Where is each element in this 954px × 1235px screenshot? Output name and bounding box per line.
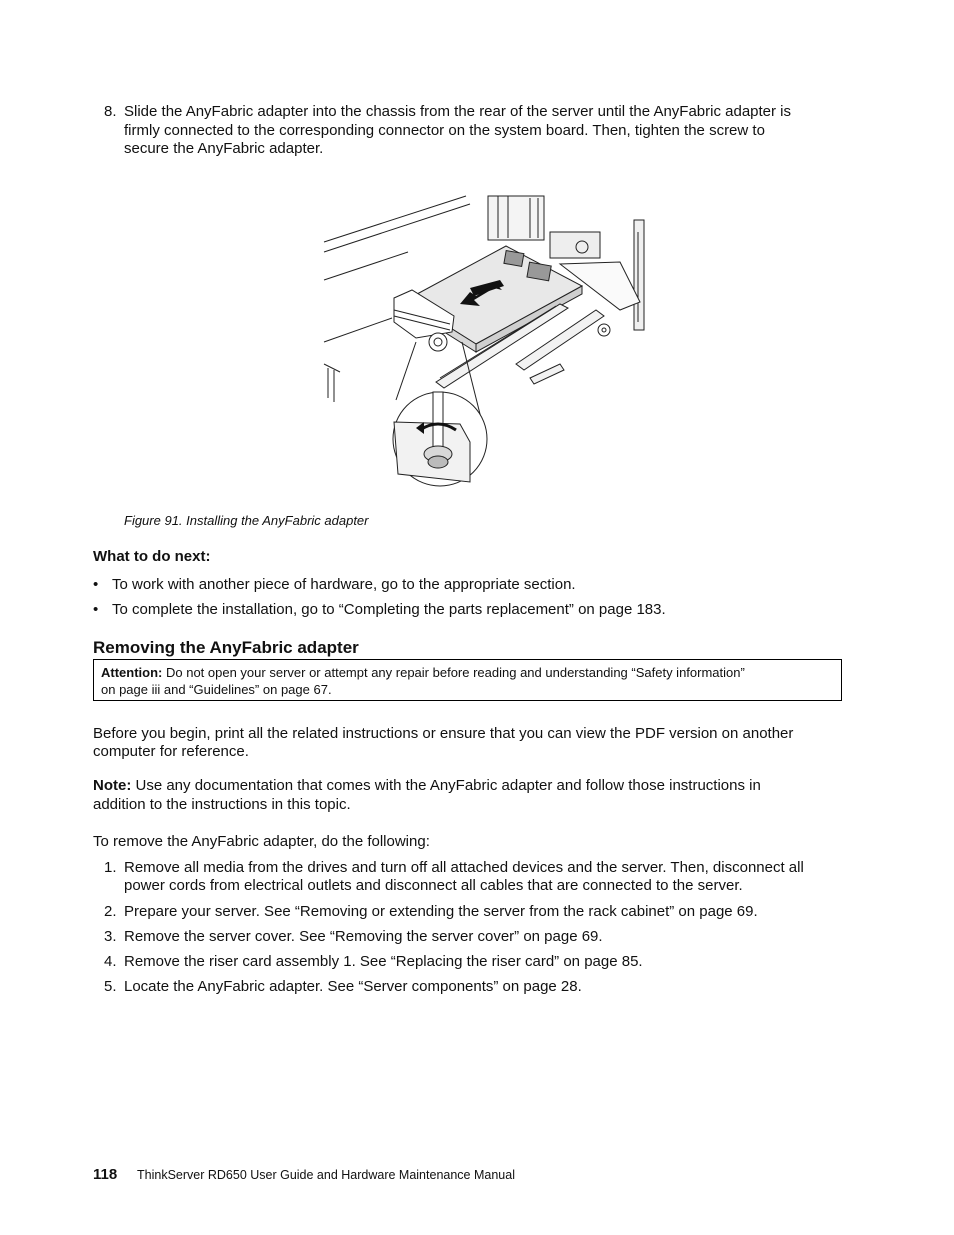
list-item: To work with another piece of hardware, go to the appropriate section. — [112, 576, 576, 593]
attention-box — [93, 659, 842, 701]
step-text-line: Slide the AnyFabric adapter into the chassis from the rear of the server until the AnyFabric adapter is — [124, 103, 792, 120]
section-title: Removing the AnyFabric adapter — [93, 638, 359, 657]
step-text-line: Remove the riser card assembly 1. See “Replacing the riser card” on page 85. — [124, 953, 643, 970]
step-text-line: Remove the server cover. See “Removing the server cover” on page 69. — [124, 928, 603, 945]
step-text-line: power cords from electrical outlets and disconnect all cables that are connected to the server. — [124, 877, 743, 894]
step-text-line: Remove all media from the drives and turn off all attached devices and the server. Then, disconnect all — [124, 859, 804, 876]
step-text-line: firmly connected to the corresponding connector on the system board. Then, tighten the screw to — [124, 122, 765, 139]
page-number: 118 — [93, 1166, 118, 1183]
figure-caption: Figure 91. Installing the AnyFabric adapter — [124, 513, 369, 528]
bullet-icon: • — [93, 601, 99, 618]
step-number: 2. — [104, 903, 117, 920]
step-number: 3. — [104, 928, 117, 945]
intro-text-line: computer for reference. — [93, 743, 249, 760]
procedure-lead: To remove the AnyFabric adapter, do the following: — [93, 833, 430, 850]
step-number: 8. — [104, 103, 117, 120]
intro-text-line: Before you begin, print all the related instructions or ensure that you can view the PDF version on another — [93, 725, 794, 742]
attention-text: on page iii and “Guidelines” on page 67. — [101, 682, 332, 697]
footer-title: ThinkServer RD650 User Guide and Hardware Maintenance Manual — [137, 1168, 515, 1182]
attention-label: Attention: — [101, 665, 163, 680]
bullet-icon: • — [93, 576, 99, 593]
attention-text: Do not open your server or attempt any repair before reading and understanding “Safety information” — [162, 665, 745, 680]
step-text-line: secure the AnyFabric adapter. — [124, 140, 324, 157]
note-text: Use any documentation that comes with the AnyFabric adapter and follow those instructions in — [131, 777, 761, 794]
note-label: Note: — [93, 777, 132, 794]
list-item: To complete the installation, go to “Completing the parts replacement” on page 183. — [112, 601, 666, 618]
what-to-do-next-heading: What to do next: — [93, 548, 211, 565]
step-number: 5. — [104, 978, 117, 995]
step-text-line: Locate the AnyFabric adapter. See “Server components” on page 28. — [124, 978, 582, 995]
step-number: 1. — [104, 859, 117, 876]
step-text-line: Prepare your server. See “Removing or extending the server from the rack cabinet” on page 69. — [124, 903, 758, 920]
step-number: 4. — [104, 953, 117, 970]
note-line — [93, 777, 761, 796]
installing-anyfabric-adapter-illustration — [320, 192, 650, 492]
note-text-line: addition to the instructions in this topic. — [93, 796, 351, 813]
